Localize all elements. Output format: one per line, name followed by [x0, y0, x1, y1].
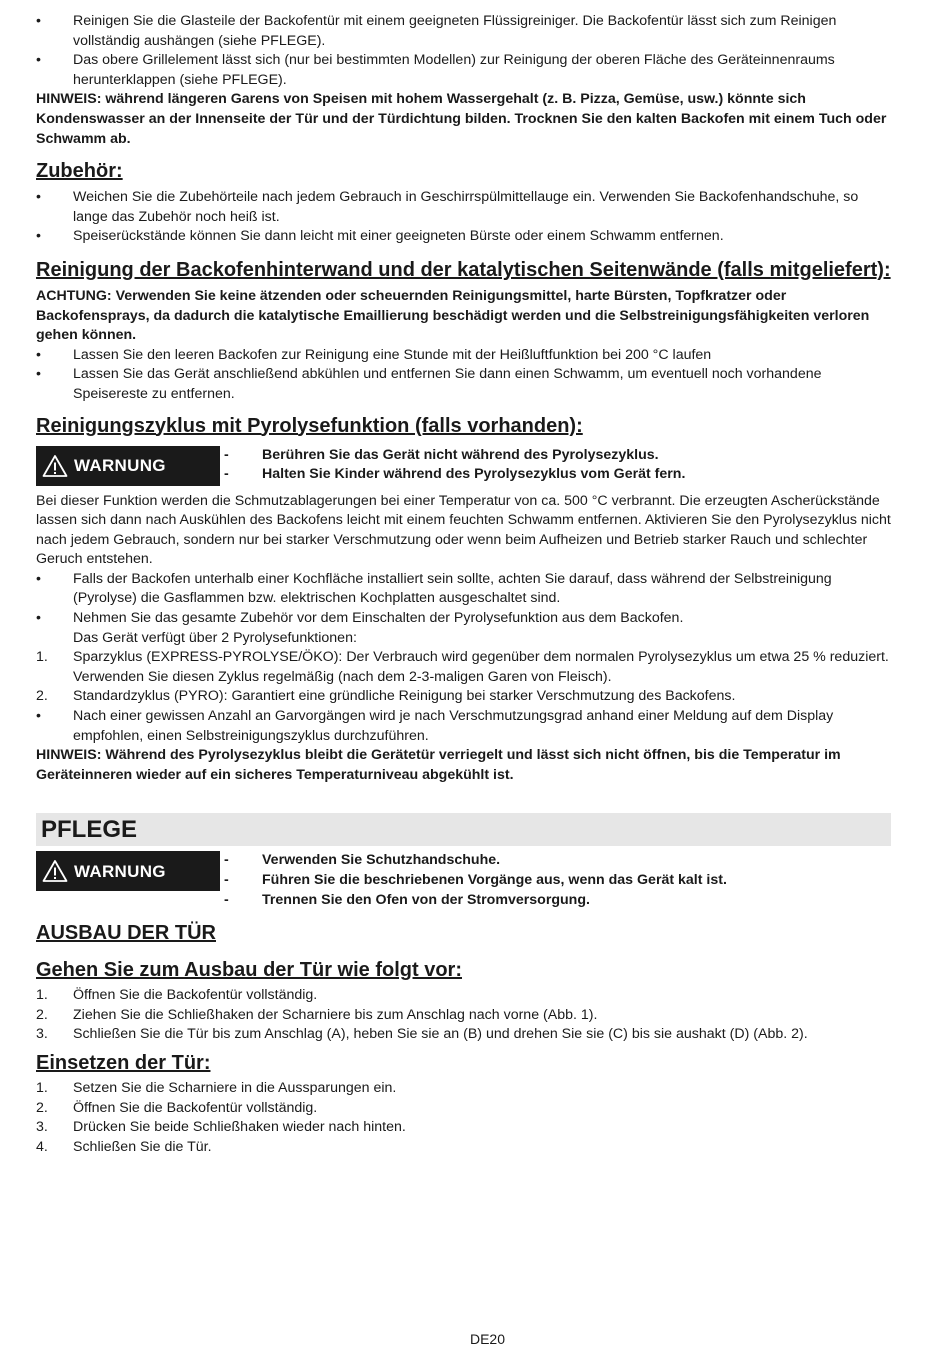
- page-number: DE20: [469, 1331, 506, 1347]
- note-condensation: HINWEIS: während längeren Garens von Speisen mit hohem Wassergehalt (z. B. Pizza, Gemüse, usw.) könnte sich Kondenswasser an der Innenseite der Tür und der Türdichtung bilden. Trocknen Sie den kalten Backofen mit einem Tuch oder Schwamm ab.: [36, 91, 887, 147]
- warning-list: [220, 851, 727, 910]
- numbered-item: 2. Öffnen Sie die Backofentür vollständig.: [36, 1099, 318, 1116]
- functions-intro: Das Gerät verfügt über 2 Pyrolysefunktionen:: [73, 629, 357, 646]
- heading-pyrolyse: Reinigungszyklus mit Pyrolysefunktion (falls vorhanden):: [36, 414, 583, 437]
- warning-label: WARNUNG: [74, 455, 166, 475]
- warning-block-pyrolyse: [36, 446, 892, 486]
- section-title: PFLEGE: [41, 816, 138, 844]
- numbered-item: 3. Schließen Sie die Tür bis zum Anschlag (A), heben Sie sie an (B) und drehen Sie sie (C) bis sie aushakt (D) (Abb. 2).: [36, 1026, 808, 1043]
- warning-item: - Verwenden Sie Schutzhandschuhe.: [224, 852, 501, 869]
- document-page: [36, 12, 892, 1157]
- list-item: • Reinigen Sie die Glasteile der Backofentür mit einem geeigneten Flüssigreiniger. Die Backofentür lässt sich zum Reinigen vollständig aushängen (siehe PFLEGE).: [36, 13, 837, 49]
- list-item: • Nehmen Sie das gesamte Zubehör vor dem Einschalten der Pyrolysefunktion aus dem Backofen.: [36, 610, 684, 627]
- warning-triangle-icon: [42, 859, 68, 883]
- note-achtung: ACHTUNG: Verwenden Sie keine ätzenden oder scheuernden Reinigungsmittel, harte Bürsten, Topfkratzer oder Backofensprays, da dadurch die katalytische Emaillierung beschädigt werden und die Selbstreinigungsfähigkeiten verloren gehen können.: [36, 287, 870, 344]
- warning-badge: [36, 446, 220, 486]
- list-item: • Lassen Sie das Gerät anschließend abkühlen und entfernen Sie dann einen Schwamm, um eventuell noch vorhandene Speisereste zu entfernen.: [36, 366, 822, 402]
- numbered-item: 1. Setzen Sie die Scharniere in die Aussparungen ein.: [36, 1079, 397, 1096]
- warning-block-pflege: [36, 851, 892, 910]
- warning-item: - Führen Sie die beschriebenen Vorgänge aus, wenn das Gerät kalt ist.: [224, 872, 727, 888]
- warning-list: [220, 446, 685, 486]
- list-item: • Speiserückstände können Sie dann leicht mit einer geeigneten Bürste oder einem Schwamm entfernen.: [36, 228, 724, 245]
- list-item: • Weichen Sie die Zubehörteile nach jedem Gebrauch in Geschirrspülmittellauge ein. Verwenden Sie Backofenhandschuhe, so lange das Zubehör noch heiß ist.: [36, 189, 859, 225]
- list-item: • Falls der Backofen unterhalb einer Kochfläche installiert sein sollte, achten Sie darauf, dass während der Selbstreinigung (Pyrolyse) die Gasflammen bzw. elektrischen Kochplatten ausgeschaltet sind.: [36, 570, 832, 607]
- numbered-item: 2. Ziehen Sie die Schließhaken der Scharniere bis zum Anschlag nach vorne (Abb. 1).: [36, 1006, 598, 1023]
- warning-badge: [36, 851, 220, 891]
- heading-ausbau: AUSBAU DER TÜR: [36, 922, 216, 945]
- section-title-bar: [36, 813, 891, 846]
- heading-zubehoer: Zubehör:: [36, 160, 123, 183]
- heading-gehen: Gehen Sie zum Ausbau der Tür wie folgt vor:: [36, 959, 462, 982]
- warning-item: - Halten Sie Kinder während des Pyrolysezyklus vom Gerät fern.: [224, 466, 686, 483]
- list-item: • Lassen Sie den leeren Backofen zur Reinigung eine Stunde mit der Heißluftfunktion bei 200 °C laufen: [36, 346, 712, 363]
- warning-triangle-icon: [42, 454, 68, 478]
- warning-item: - Trennen Sie den Ofen von der Stromversorgung.: [224, 891, 590, 908]
- numbered-item: 1. Öffnen Sie die Backofentür vollständig.: [36, 987, 318, 1004]
- heading-einsetzen: Einsetzen der Tür:: [36, 1051, 211, 1074]
- note-door-lock: HINWEIS: Während des Pyrolysezyklus bleibt die Gerätetür verriegelt und lässt sich nicht öffnen, bis die Temperatur im Geräteinneren wieder auf ein sicheres Temperaturniveau abgekühlt ist.: [36, 747, 841, 783]
- numbered-item: 4. Schließen Sie die Tür.: [36, 1138, 212, 1155]
- warning-label: WARNUNG: [74, 861, 166, 881]
- pyrolyse-paragraph: Bei dieser Funktion werden die Schmutzablagerungen bei einer Temperatur von ca. 500 °C verbrannt. Die erzeugten Ascherückstände lassen sich dann nach Auskühlen des Backofens leicht mit einem feuchten Schwamm entfernen. Aktivieren Sie den Pyrolysezyklus nicht nach jedem Gebrauch, sondern nur bei starker Verschmutzung oder wenn beim Aufheizen und Betrieb starker Rauch und schlechter Geruch entstehen.: [36, 492, 891, 568]
- numbered-item: 2. Standardzyklus (PYRO): Garantiert eine gründliche Reinigung bei starker Verschmutzung des Backofens.: [36, 688, 736, 705]
- numbered-item: 1. Sparzyklus (EXPRESS-PYROLYSE/ÖKO): Der Verbrauch wird gegenüber dem normalen Pyrolysezyklus um etwa 25 % reduziert. Verwenden Sie diesen Zyklus regelmäßig (nach dem 2-3-maligen Garen von Fleisch).: [36, 649, 889, 685]
- warning-item: - Berühren Sie das Gerät nicht während des Pyrolysezyklus.: [224, 446, 659, 463]
- list-item: • Nach einer gewissen Anzahl an Garvorgängen wird je nach Verschmutzungsgrad anhand einer Meldung auf dem Display empfohlen, einen Selbstreinigungszyklus durchzuführen.: [36, 708, 834, 744]
- list-item: • Das obere Grillelement lässt sich (nur bei bestimmten Modellen) zur Reinigung der oberen Fläche des Geräteinnenraums herunterklappen (siehe PFLEGE).: [36, 52, 835, 88]
- heading-rueckwand: Reinigung der Backofenhinterwand und der katalytischen Seitenwände (falls mitgeliefert):: [36, 258, 891, 281]
- numbered-item: 3. Drücken Sie beide Schließhaken wieder nach hinten.: [36, 1119, 406, 1136]
